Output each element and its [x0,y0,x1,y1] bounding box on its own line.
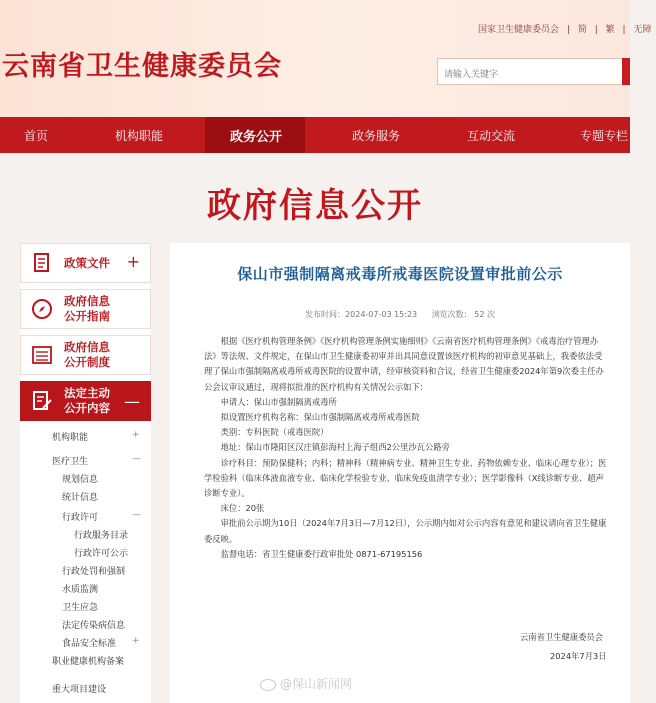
tree-item[interactable]: 行政许可公示 [74,549,129,559]
nav-item-gov-affairs[interactable]: 政务公开 [230,130,283,145]
expand-icon[interactable]: + [132,430,140,440]
nav-item-functions[interactable]: 机构职能 [115,129,164,143]
page-heading: 政府信息公开 [207,186,423,226]
main-nav [0,117,630,153]
paragraph: 床位：20张 [220,503,265,514]
sidebar-item-label: 法定主动 [64,386,110,400]
paragraph: 审批前公示期为10日（2024年7月3日—7月12日），公示期内如对公示内容有意见和建议请向省卫生健康委反映。 [204,518,607,544]
expand-icon[interactable]: + [132,636,140,646]
separator: | [566,25,570,35]
signature-date: 2024年7月3日 [550,651,607,661]
collapse-icon[interactable]: — [132,454,141,464]
expand-icon[interactable]: + [126,252,140,271]
tree-item[interactable]: 行政服务目录 [74,531,129,541]
tree-item[interactable]: 卫生应急 [62,603,99,613]
watermark [260,675,352,692]
weibo-icon [260,679,276,691]
separator: | [594,25,598,35]
watermark-text: @保山新闻网 [280,677,353,691]
edit-doc-icon [31,390,53,412]
paragraph: 监督电话：省卫生健康委行政审批处 0871-67195156 [220,548,423,559]
collapse-icon[interactable]: — [124,392,140,411]
sidebar-item-system[interactable] [20,335,151,375]
tree-item[interactable]: 职业健康机构备案 [52,657,125,667]
tree-item[interactable]: 机构职能 [52,433,89,443]
tree-item[interactable]: 行政处罚和强制 [62,567,126,577]
paragraph: 诊疗科目：预防保健科；内科；精神科（精神病专业、精神卫生专业、药物依赖专业、临床心理专业）；医学检验科（临床体液血液专业、临床化学检验专业、临床免疫血清学专业）；医学影像科（X线诊断专业、超声诊断专业）。 [204,457,607,499]
article-body [204,334,609,562]
search-input[interactable]: 请输入关键字 [437,58,629,85]
paragraph: 申请人：保山市强制隔离戒毒所 [220,396,337,407]
tree-item[interactable]: 水质监测 [62,585,99,595]
nav-item-services[interactable]: 政务服务 [352,129,401,143]
tree-item[interactable]: 重大项目建设 [52,685,107,695]
collapse-icon[interactable]: — [132,510,141,520]
paragraph: 拟设置医疗机构名称：保山市强制隔离戒毒所戒毒医院 [220,412,420,423]
link-nhc[interactable]: 国家卫生健康委员会 [478,25,560,35]
site-title[interactable]: 云南省卫生健康委员会 [2,51,282,82]
nav-item-topics[interactable]: 专题专栏 [580,129,629,143]
sidebar-item-label-line2: 公开指南 [64,309,110,323]
nav-item-home[interactable]: 首页 [24,129,49,143]
article-title: 保山市强制隔离戒毒所戒毒医院设置审批前公示 [237,265,563,283]
sidebar-item-label: 政府信息 [64,294,110,308]
compass-icon [31,298,53,320]
sidebar-item-statutory[interactable] [20,381,151,421]
separator: | [622,25,626,35]
signature: 云南省卫生健康委员会 [520,632,603,642]
site-header [0,0,652,117]
article-meta [170,309,630,320]
link-traditional[interactable]: 繁 [605,25,615,35]
sidebar-item-policy-docs[interactable] [20,243,151,283]
article-panel [170,243,630,703]
sidebar-item-label-line2: 公开内容 [64,401,110,415]
sidebar-item-label-line2: 公开制度 [64,355,110,369]
tree-item[interactable]: 法定传染病信息 [62,621,126,631]
sidebar-item-label: 政府信息 [64,340,110,354]
nav-item-interaction[interactable]: 互动交流 [467,129,516,143]
list-icon [31,344,53,366]
link-simplified[interactable]: 简 [577,25,587,35]
sidebar-item-guide[interactable] [20,289,151,329]
paragraph: 类别：专科医院（戒毒医院） [220,427,329,438]
tree-item[interactable]: 规划信息 [62,475,99,485]
tree-item[interactable]: 食品安全标准 [62,639,117,649]
sidebar-item-label: 政策文件 [64,256,110,270]
tree-item[interactable]: 行政许可 [62,513,99,523]
tree-item[interactable]: 统计信息 [62,493,99,503]
view-count: 浏览次数： 52 次 [431,310,495,319]
publish-time: 发布时间：2024-07-03 15:23 [305,310,418,319]
paragraph: 根据《医疗机构管理条例》《医疗机构管理条例实施细则》《云南省医疗机构管理条例》《戒毒治疗管理办法》等法规、文件规定，在保山市卫生健康委初审并出具同意设置该医疗机构的初审意见基础上，我委依法受理了保山市强制隔离戒毒所戒毒医院的设置申请，经审核资料和合议，经省卫生健康委2024年第9次委主任办公会议审议通过，现将拟批准的医疗机构有关情况公示如下： [204,336,604,392]
tree-item[interactable]: 医疗卫生 [52,457,89,467]
paragraph: 地址：保山市隆阳区汉庄镇彭海村上海子组西2公里沙瓦公路旁 [220,442,450,453]
link-accessibility[interactable]: 无障 [633,25,652,35]
search-button[interactable] [622,58,630,85]
document-icon [31,252,53,274]
utility-links [478,22,656,35]
